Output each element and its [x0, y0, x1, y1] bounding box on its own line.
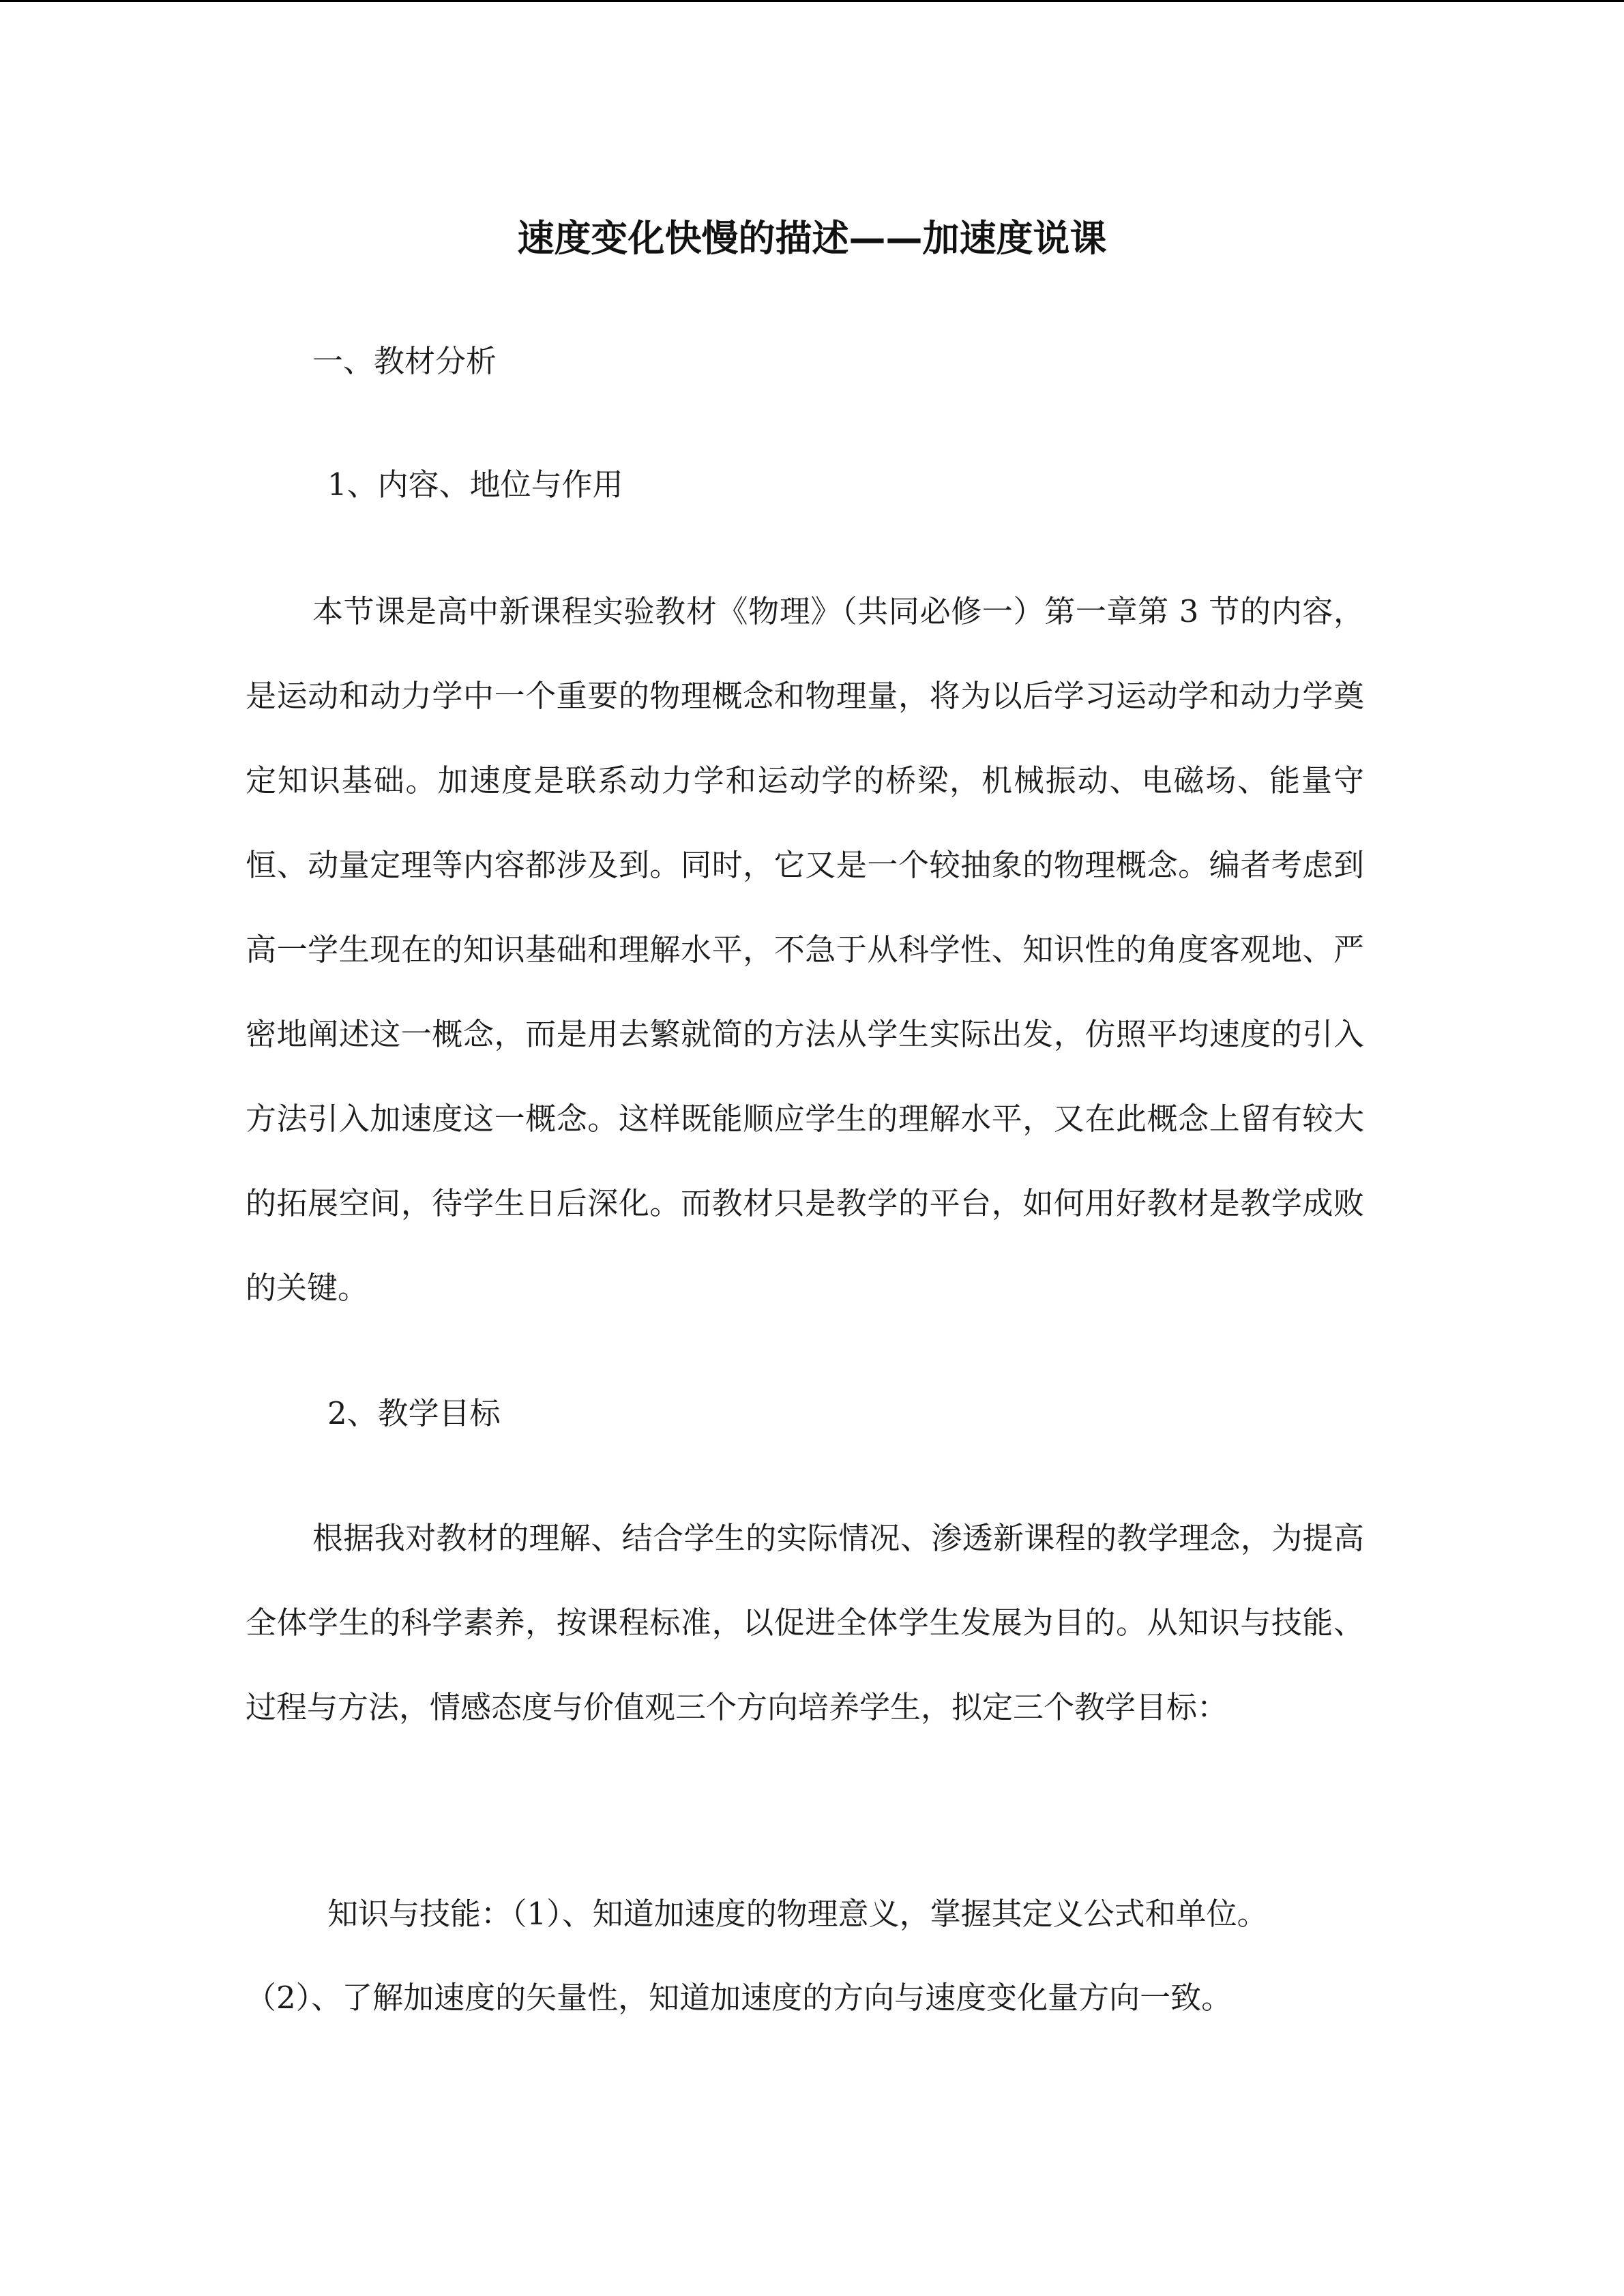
subsection-heading-content-position-role: 1、内容、地位与作用 [327, 466, 623, 503]
knowledge-skills-objective-line-2: （2）、了解加速度的矢量性，知道加速度的方向与速度变化量方向一致。 [246, 1980, 1232, 2016]
section-heading-textbook-analysis: 一、教材分析 [312, 343, 497, 379]
subsection-heading-teaching-objectives: 2、教学目标 [327, 1395, 501, 1431]
paragraph-content-position-role: 本节课是高中新课程实验教材《物理》（共同必修一）第一章第 3 节的内容，是运动和动力学中一个重要的物理概念和物理量，将为以后学习运动学和动力学奠定知识基础。加速度是联系动力学和运动学的桥梁，机械振动、电磁场、能量守恒、动量定理等内容都涉及到。同时，它又是一个较抽象的物理概念。编者考虑到高一学生现在的知识基础和理解水平，不急于从科学性、知识性的角度客观地、严密地阐述这一概念，而是用去繁就简的方法从学生实际出发，仿照平均速度的引入方法引入加速度这一概念。这样既能顺应学生的理解水平，又在此概念上留有较大的拓展空间，待学生日后深化。而教材只是教学的平台，如何用好教材是教学成败的关键。 [246, 593, 1364, 1306]
page-top-border [0, 0, 1624, 2]
document-title: 速度变化快慢的描述——加速度说课 [517, 217, 1107, 260]
paragraph-teaching-objectives: 根据我对教材的理解、结合学生的实际情况、渗透新课程的教学理念，为提高全体学生的科学素养，按课程标准，以促进全体学生发展为目的。从知识与技能、过程与方法，情感态度与价值观三个方向培养学生，拟定三个教学目标： [246, 1520, 1364, 1725]
knowledge-skills-objective-line-1: 知识与技能：（1）、知道加速度的物理意义，掌握其定义公式和单位。 [327, 1896, 1268, 1932]
